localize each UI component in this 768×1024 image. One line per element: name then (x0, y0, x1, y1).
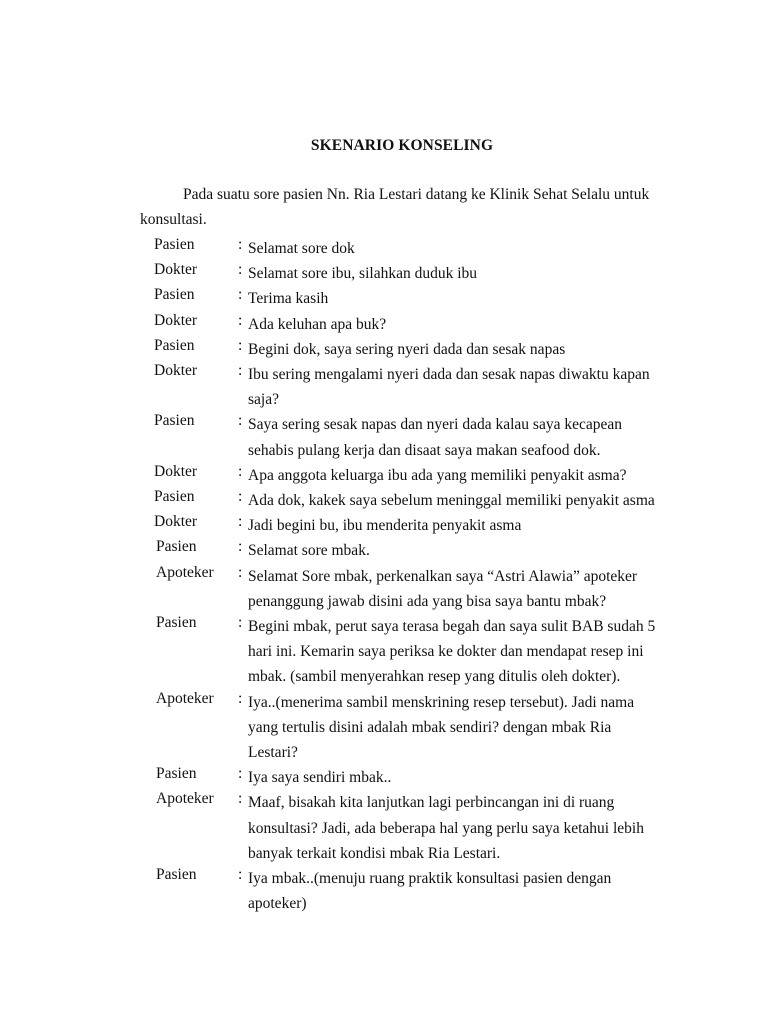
speech-line: Ibu sering mengalami nyeri dada dan sesak napas diwaktu kapan (248, 366, 650, 384)
speech-line: Jadi begini bu, ibu menderita penyakit asma (248, 517, 522, 535)
speaker-label: Pasien (154, 412, 195, 430)
dialogue-row (0, 261, 768, 286)
dialogue-row (0, 866, 768, 916)
dialogue-row (0, 564, 768, 614)
speech-line: Selamat sore mbak. (248, 542, 370, 560)
dialogue-row (0, 337, 768, 362)
document-title: SKENARIO KONSELING (310, 137, 494, 154)
dialogue-row (0, 790, 768, 866)
speech-text (248, 538, 668, 563)
speech-text (248, 286, 668, 311)
dialogue-row (0, 362, 768, 412)
speaker-label: Pasien (154, 286, 195, 304)
dialogue-row (0, 312, 768, 337)
speaker-label: Pasien (156, 614, 197, 632)
speech-line: Iya saya sendiri mbak.. (248, 769, 392, 787)
speech-line: banyak terkait kondisi mbak Ria Lestari. (248, 844, 501, 862)
colon-separator: : (238, 513, 243, 531)
speaker-label: Pasien (156, 866, 197, 884)
colon-separator: : (238, 790, 243, 808)
speaker-label: Dokter (154, 261, 198, 279)
colon-separator: : (238, 538, 243, 556)
speech-text (248, 236, 668, 261)
speech-text (248, 765, 668, 790)
speech-line: Iya..(menerima sambil menskrining resep tersebut). Jadi nama (248, 693, 635, 711)
dialogue-row (0, 690, 768, 766)
speech-line: Selamat sore ibu, silahkan duduk ibu (248, 265, 478, 283)
speech-text (248, 690, 668, 766)
colon-separator: : (238, 311, 243, 329)
speaker-label: Pasien (156, 538, 197, 556)
speaker-label: Dokter (154, 462, 198, 480)
colon-separator: : (238, 689, 243, 707)
speech-text (248, 513, 668, 538)
speaker-label: Pasien (156, 765, 197, 783)
speech-line: Selamat Sore mbak, perkenalkan saya “Astri Alawia” apoteker (248, 567, 638, 585)
speech-line: Selamat sore dok (248, 240, 355, 257)
intro-paragraph-line-1: Pada suatu sore pasien Nn. Ria Lestari datang ke Klinik Sehat Selalu untuk (183, 186, 650, 203)
dialogue-row (0, 286, 768, 311)
speech-text (248, 564, 668, 614)
speech-text (248, 790, 668, 866)
speech-text (248, 412, 668, 462)
speaker-label: Apoteker (156, 563, 214, 581)
colon-separator: : (238, 866, 243, 884)
colon-separator: : (238, 261, 243, 279)
speech-line: mbak. (sambil menyerahkan resep yang ditulis oleh dokter). (248, 668, 621, 686)
colon-separator: : (238, 614, 243, 632)
dialogue-row (0, 488, 768, 513)
speech-line: apoteker) (248, 895, 307, 913)
dialogue-row (0, 412, 768, 462)
speech-line: hari ini. Kemarin saya periksa ke dokter dan mendapat resep ini (248, 643, 644, 661)
speaker-label: Apoteker (156, 790, 214, 808)
colon-separator: : (238, 412, 243, 430)
speech-line: Terima kasih (248, 290, 329, 308)
speaker-label: Pasien (154, 488, 195, 506)
colon-separator: : (238, 488, 243, 506)
speech-line: Ada keluhan apa buk? (248, 315, 387, 333)
speech-line: Begini dok, saya sering nyeri dada dan sesak napas (248, 340, 566, 358)
intro-paragraph-line-2: konsultasi. (140, 211, 207, 228)
speech-text (248, 362, 668, 412)
colon-separator: : (238, 236, 243, 253)
colon-separator: : (238, 286, 243, 304)
dialogue-row (0, 513, 768, 538)
dialogue-row (0, 463, 768, 488)
dialogue-row (0, 538, 768, 563)
speech-text (248, 312, 668, 337)
speech-line: sehabis pulang kerja dan disaat saya makan seafood dok. (248, 441, 601, 459)
speech-text (248, 463, 668, 488)
colon-separator: : (238, 563, 243, 581)
speech-line: Apa anggota keluarga ibu ada yang memiliki penyakit asma? (248, 466, 627, 484)
speech-text (248, 866, 668, 916)
speech-line: penanggung jawab disini ada yang bisa saya bantu mbak? (248, 592, 607, 610)
speaker-label: Pasien (154, 236, 195, 253)
colon-separator: : (238, 462, 243, 480)
dialogue-row (0, 614, 768, 690)
speech-line: Saya sering sesak napas dan nyeri dada kalau saya kecapean (248, 416, 622, 434)
dialogue-list (0, 236, 768, 916)
colon-separator: : (238, 362, 243, 380)
speech-line: yang tertulis disini adalah mbak sendiri? dengan mbak Ria (248, 718, 612, 736)
speech-text (248, 488, 668, 513)
speech-line: Iya mbak..(menuju ruang praktik konsultasi pasien dengan (248, 870, 612, 888)
speaker-label: Dokter (154, 362, 198, 380)
speaker-label: Dokter (154, 513, 198, 531)
colon-separator: : (238, 765, 243, 783)
speech-line: konsultasi? Jadi, ada beberapa hal yang perlu saya ketahui lebih (248, 819, 644, 837)
speech-line: Ada dok, kakek saya sebelum meninggal memiliki penyakit asma (248, 492, 655, 510)
speech-line: Lestari? (248, 744, 298, 762)
speaker-label: Pasien (154, 336, 195, 354)
speech-line: saja? (248, 391, 279, 409)
dialogue-row (0, 236, 768, 261)
speaker-label: Dokter (154, 311, 198, 329)
speech-text (248, 337, 668, 362)
speech-line: Begini mbak, perut saya terasa begah dan saya sulit BAB sudah 5 (248, 618, 656, 636)
speaker-label: Apoteker (156, 689, 214, 707)
speech-text (248, 261, 668, 286)
speech-text (248, 614, 668, 690)
colon-separator: : (238, 336, 243, 354)
dialogue-row (0, 765, 768, 790)
speech-line: Maaf, bisakah kita lanjutkan lagi perbincangan ini di ruang (248, 794, 615, 812)
